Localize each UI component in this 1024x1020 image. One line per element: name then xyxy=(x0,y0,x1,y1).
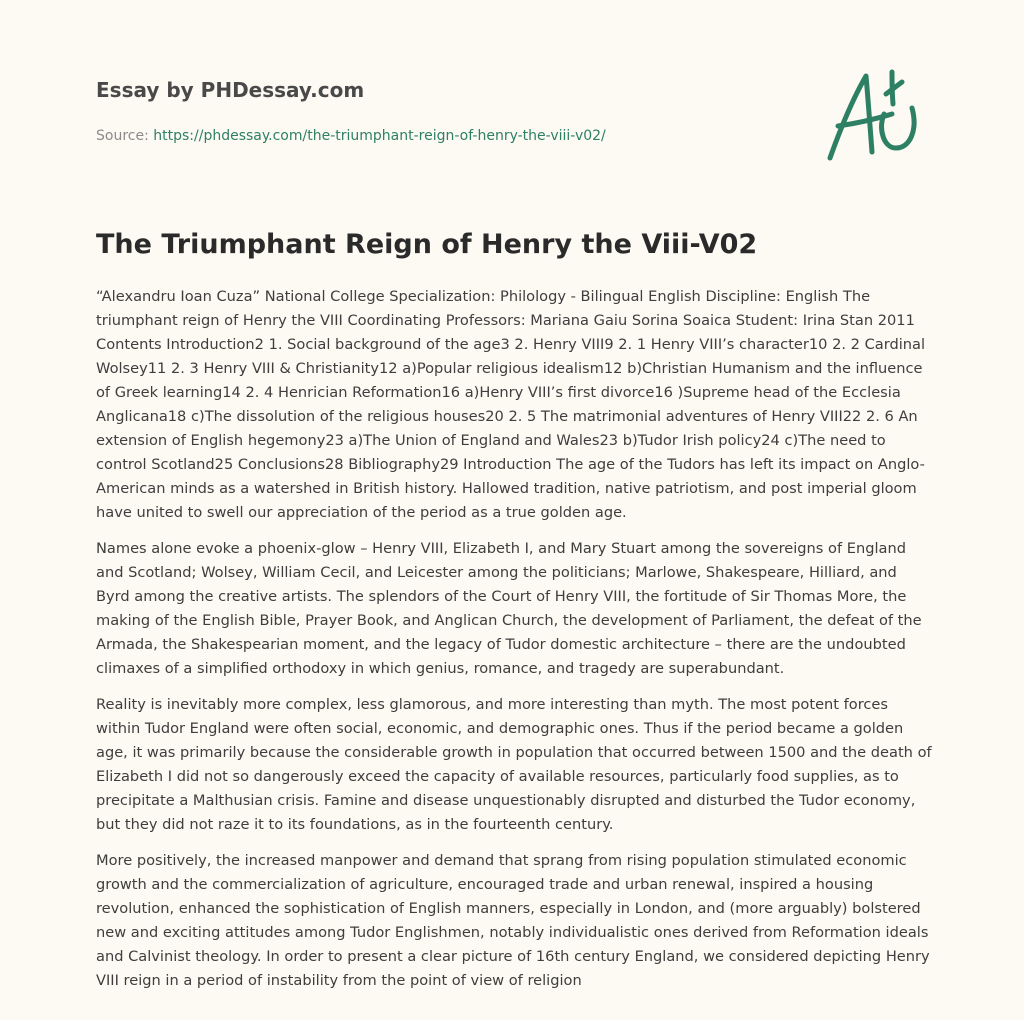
a-plus-logo-icon xyxy=(822,68,926,164)
source-label: Source: xyxy=(96,128,154,144)
essay-paragraph: More positively, the increased manpower and demand that sprang from rising population stimulated economic growth and the commercialization of agriculture, encouraged trade and urban renewal, inspired a housing revolution, enhanced the sophistication of English manners, especially in London, and (more arguably) bolstered new and exciting attitudes among Tudor Englishmen, notably individualistic ones derived from Reformation ideals and Calvinist theology. In order to present a clear picture of 16th century England, we considered depicting Henry VIII reign in a period of instability from the point of view of religion xyxy=(96,852,930,989)
site-brand: Essay by PHDessay.com xyxy=(96,78,365,102)
essay-body xyxy=(96,285,932,1005)
source-line xyxy=(96,126,796,146)
essay-header xyxy=(96,76,796,146)
essay-paragraph: Reality is inevitably more complex, less glamorous, and more interesting than myth. The most potent forces within Tudor England were often social, economic, and demographic ones. Thus if the period became a golden age, it was primarily because the considerable growth in population that occurred between 1500 and the death of Elizabeth I did not so dangerously exceed the capacity of available resources, particularly food supplies, as to precipitate a Malthusian crisis. Famine and disease unquestionably disrupted and disturbed the Tudor economy, but they did not raze it to its foundations, as in the fourteenth century. xyxy=(96,696,932,833)
source-link[interactable]: https://phdessay.com/the-triumphant-reign-of-henry-the-viii-v02/ xyxy=(153,128,606,144)
essay-paragraph: “Alexandru Ioan Cuza” National College Specialization: Philology - Bilingual English Discipline: English The triumphant reign of Henry the VIII Coordinating Professors: Mariana Gaiu Sorina Soaica Student: Irina Stan 2011 Contents Introduction2 1. Social background of the age3 2. Henry VIII9 2. 1 Henry VIII’s character10 2. 2 Cardinal Wolsey11 2. 3 Henry VIII & Christianity12 a)Popular religious idealism12 b)Christian Humanism and the influence of Greek learning14 2. 4 Henrician Reformation16 a)Henry VIII’s first divorce16 )Supreme head of the Ecclesia Anglicana18 c)The dissolution of the religious houses20 2. 5 The matrimonial adventures of Henry VIII22 2. 6 An extension of English hegemony23 a)The Union of England and Wales23 b)Tudor Irish policy24 c)The need to control Scotland25 Conclusions28 Bibliography29 Introduction The age of the Tudors has left its impact on Anglo-American minds as a watershed in British history. Hallowed tradition, native patriotism, and post imperial gloom have united to swell our appreciation of the period as a true golden age. xyxy=(96,288,926,521)
page-title: The Triumphant Reign of Henry the Viii-V02 xyxy=(96,229,758,260)
essay-paragraph: Names alone evoke a phoenix-glow – Henry VIII, Elizabeth I, and Mary Stuart among the sovereigns of England and Scotland; Wolsey, William Cecil, and Leicester among the politicians; Marlowe, Shakespeare, Hilliard, and Byrd among the creative artists. The splendors of the Court of Henry VIII, the fortitude of Sir Thomas More, the making of the English Bible, Prayer Book, and Anglican Church, the development of Parliament, the defeat of the Armada, the Shakespearian moment, and the legacy of Tudor domestic architecture – there are the undoubted climaxes of a simplified orthodoxy in which genius, romance, and tragedy are superabundant. xyxy=(96,540,922,677)
